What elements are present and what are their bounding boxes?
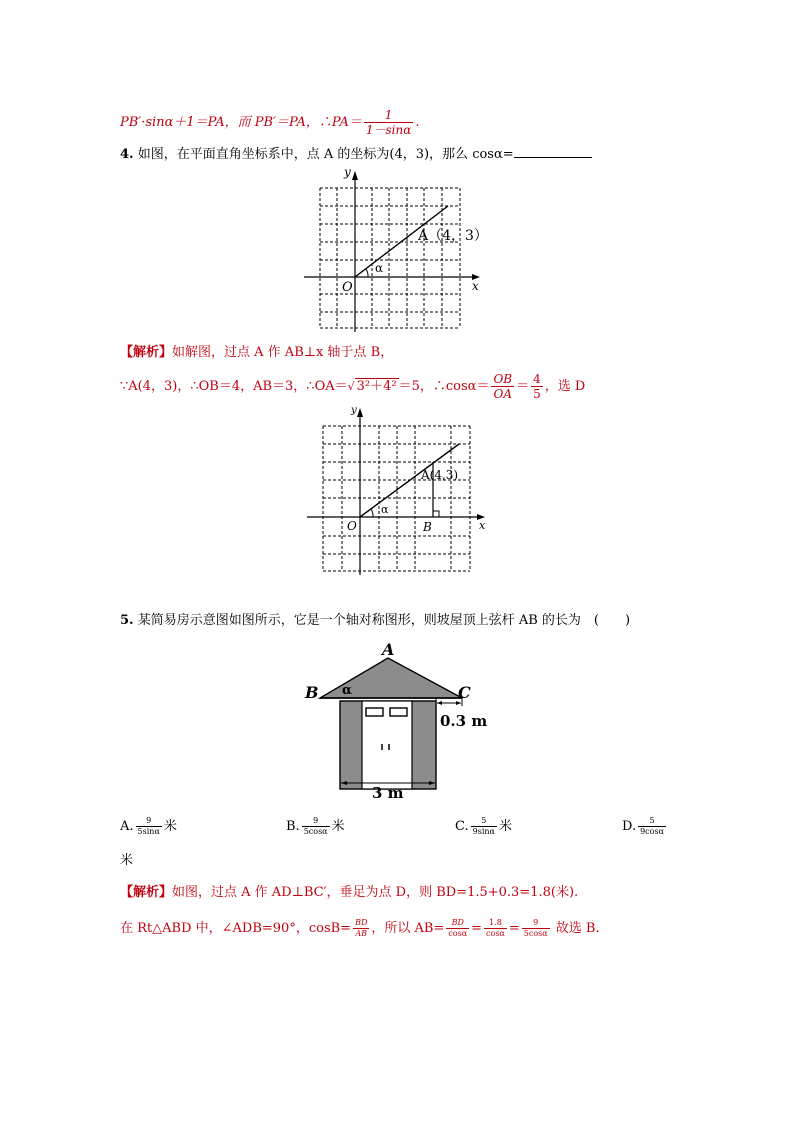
q5-option-a-unit: 米 — [163, 819, 177, 834]
q4-figure-1 — [300, 168, 490, 334]
q5-house-figure — [300, 640, 500, 800]
q5-option-c-frac — [471, 816, 497, 837]
q4-sqrt-content: 3²＋4² — [356, 379, 397, 394]
q5-analysis-tag: 【解析】 — [120, 885, 173, 900]
q5-frac-bd-ab — [353, 918, 369, 939]
q5-option-b-num: 9 — [302, 816, 330, 827]
q4-number: 4. — [120, 147, 134, 162]
q5-analysis-line2 — [120, 918, 600, 939]
q4-frac1-num: OB — [493, 372, 513, 386]
q5-analysis-text2b: ，所以 AB= — [371, 921, 445, 936]
q4-eq: ＝ — [516, 379, 530, 394]
q5-dim-03-arrow-left — [437, 701, 442, 705]
q3-frac-num: 1 — [364, 108, 413, 123]
q4-analysis-text2b: ＝5，∴cosα＝ — [398, 379, 490, 394]
q5-label-b: B — [305, 683, 319, 702]
q5-analysis-text2c: 故选 B. — [551, 921, 600, 936]
q5-option-a-letter: A. — [120, 819, 134, 834]
q5-f3-den: cosα — [486, 929, 505, 938]
q5-text: 某简易房示意图如图所示，它是一个轴对称图形，则坡屋顶上弦杆 AB 的长为 ( ) — [137, 613, 631, 628]
q4-fig2-grid — [323, 426, 470, 571]
q5-option-a-frac — [136, 816, 162, 837]
q4-analysis-line2 — [120, 372, 585, 401]
q5-f4-num: 9 — [522, 918, 550, 929]
q5-dim-03-label: 0.3 m — [440, 712, 488, 730]
q5-f4-den: 5cosα — [523, 929, 548, 938]
q5-analysis-text2a: 在 Rt△ABD 中，∠ADB=90°，cosB= — [120, 921, 352, 936]
q5-window-left — [366, 708, 383, 716]
q4-question — [120, 145, 592, 164]
q4-fig1-angle-arc — [366, 269, 368, 277]
q4-analysis-text2c: ，选 D — [544, 379, 586, 394]
q4-fig2-x-label: x — [479, 519, 486, 532]
q5-option-b-letter: B. — [286, 819, 300, 834]
q4-fig1-y-label: y — [344, 168, 351, 179]
q5-number: 5. — [120, 613, 134, 628]
q5-option-a-num: 9 — [136, 816, 162, 827]
q4-frac2-den: 5 — [533, 387, 541, 401]
q5-alpha-label: α — [342, 683, 353, 698]
q3-tail-fraction — [364, 108, 413, 137]
q5-option-c-letter: C. — [455, 819, 469, 834]
q4-analysis-tag: 【解析】 — [120, 345, 173, 360]
q4-analysis-line1 — [120, 344, 393, 362]
q4-fig1-alpha-label: α — [375, 261, 384, 275]
q4-fig2-y-arrow — [357, 408, 363, 417]
q5-option-b-den: 5cosα — [303, 827, 328, 836]
q5-f2-num: BD — [446, 918, 469, 929]
q4-fig2-b-label: B — [423, 520, 432, 534]
q5-option-b[interactable] — [286, 816, 345, 837]
q4-fig2-point-label: A(4,3) — [421, 468, 459, 482]
q5-option-c-den: 9sinα — [472, 827, 495, 836]
q5-analysis-line1 — [120, 884, 578, 902]
q5-question — [120, 612, 630, 630]
q5-option-d[interactable] — [622, 816, 668, 837]
q4-frac-ob-oa — [491, 372, 514, 401]
q3-tail-text: PB′·sinα＋1＝PA，而 PB′＝PA，∴PA＝ — [120, 115, 362, 130]
q4-fig1-grid — [320, 188, 460, 328]
q5-window-right — [390, 708, 407, 716]
q5-frac-9-5cos — [522, 918, 550, 939]
q5-label-c: C — [458, 683, 471, 702]
q5-eq-1: = — [471, 921, 483, 936]
q4-fig2-right-angle — [433, 511, 439, 517]
q5-option-d-frac — [638, 816, 666, 837]
q4-fig1-y-arrow — [352, 171, 358, 180]
q5-f1-den: AB — [355, 929, 368, 938]
q5-label-a: A — [382, 640, 395, 659]
q5-option-c-num: 5 — [471, 816, 497, 827]
q5-f1-num: BD — [355, 918, 368, 927]
q4-answer-blank — [514, 145, 592, 158]
q4-fig2-y-label: y — [351, 405, 357, 416]
q4-fig2-origin-label: O — [347, 519, 357, 533]
q4-text: 如图，在平面直角坐标系中，点 A 的坐标为(4，3)，那么 cosα= — [137, 147, 514, 162]
q4-frac2-num: 4 — [533, 372, 541, 386]
q5-option-d-den: 9cosα — [640, 827, 664, 836]
q3-tail-end: . — [415, 115, 420, 130]
q5-analysis-text1: 如图，过点 A 作 AD⊥BC′，垂足为点 D，则 BD=1.5+0.3=1.8(米). — [172, 885, 579, 900]
q5-frac-bd-cos — [446, 918, 469, 939]
q5-f3-num: 1.8 — [484, 918, 507, 929]
q5-dim-3-label: 3 m — [372, 784, 404, 800]
q5-option-b-unit: 米 — [331, 819, 345, 834]
q5-f2-den: cosα — [448, 929, 468, 938]
q5-option-a[interactable] — [120, 816, 177, 837]
q4-figure-2 — [305, 403, 495, 578]
q4-fig2-alpha-label: α — [381, 503, 389, 516]
q3-frac-den: 1－sinα — [365, 123, 412, 137]
q4-analysis-text2a: ∵A(4，3)，∴OB＝4，AB＝3，∴OA＝ — [120, 379, 348, 394]
q5-option-b-frac — [302, 816, 330, 837]
q4-analysis-text1: 如解图，过点 A 作 AB⊥x 轴于点 B， — [172, 345, 394, 360]
q3-tail-line — [120, 108, 419, 137]
q4-frac-4-5 — [531, 372, 543, 401]
q5-option-c[interactable] — [455, 816, 512, 837]
q5-option-d-unit-wrap: 米 — [120, 853, 134, 868]
q5-option-a-den: 5sinα — [137, 827, 160, 836]
q4-fig1-origin-label: O — [342, 280, 353, 295]
q5-frac-18-cos — [484, 918, 507, 939]
q4-fig1-x-label: x — [472, 279, 479, 293]
q4-fig1-point-label: A（4，3） — [418, 228, 488, 244]
q4-fig2-angle-arc — [371, 509, 373, 517]
q5-option-c-unit: 米 — [498, 819, 512, 834]
q5-eq-2: = — [508, 921, 520, 936]
q5-option-d-letter: D. — [622, 819, 637, 834]
q4-sqrt-sign: √ — [347, 380, 355, 393]
q4-frac1-den: OA — [493, 387, 513, 401]
q5-option-d-num: 5 — [638, 816, 666, 827]
